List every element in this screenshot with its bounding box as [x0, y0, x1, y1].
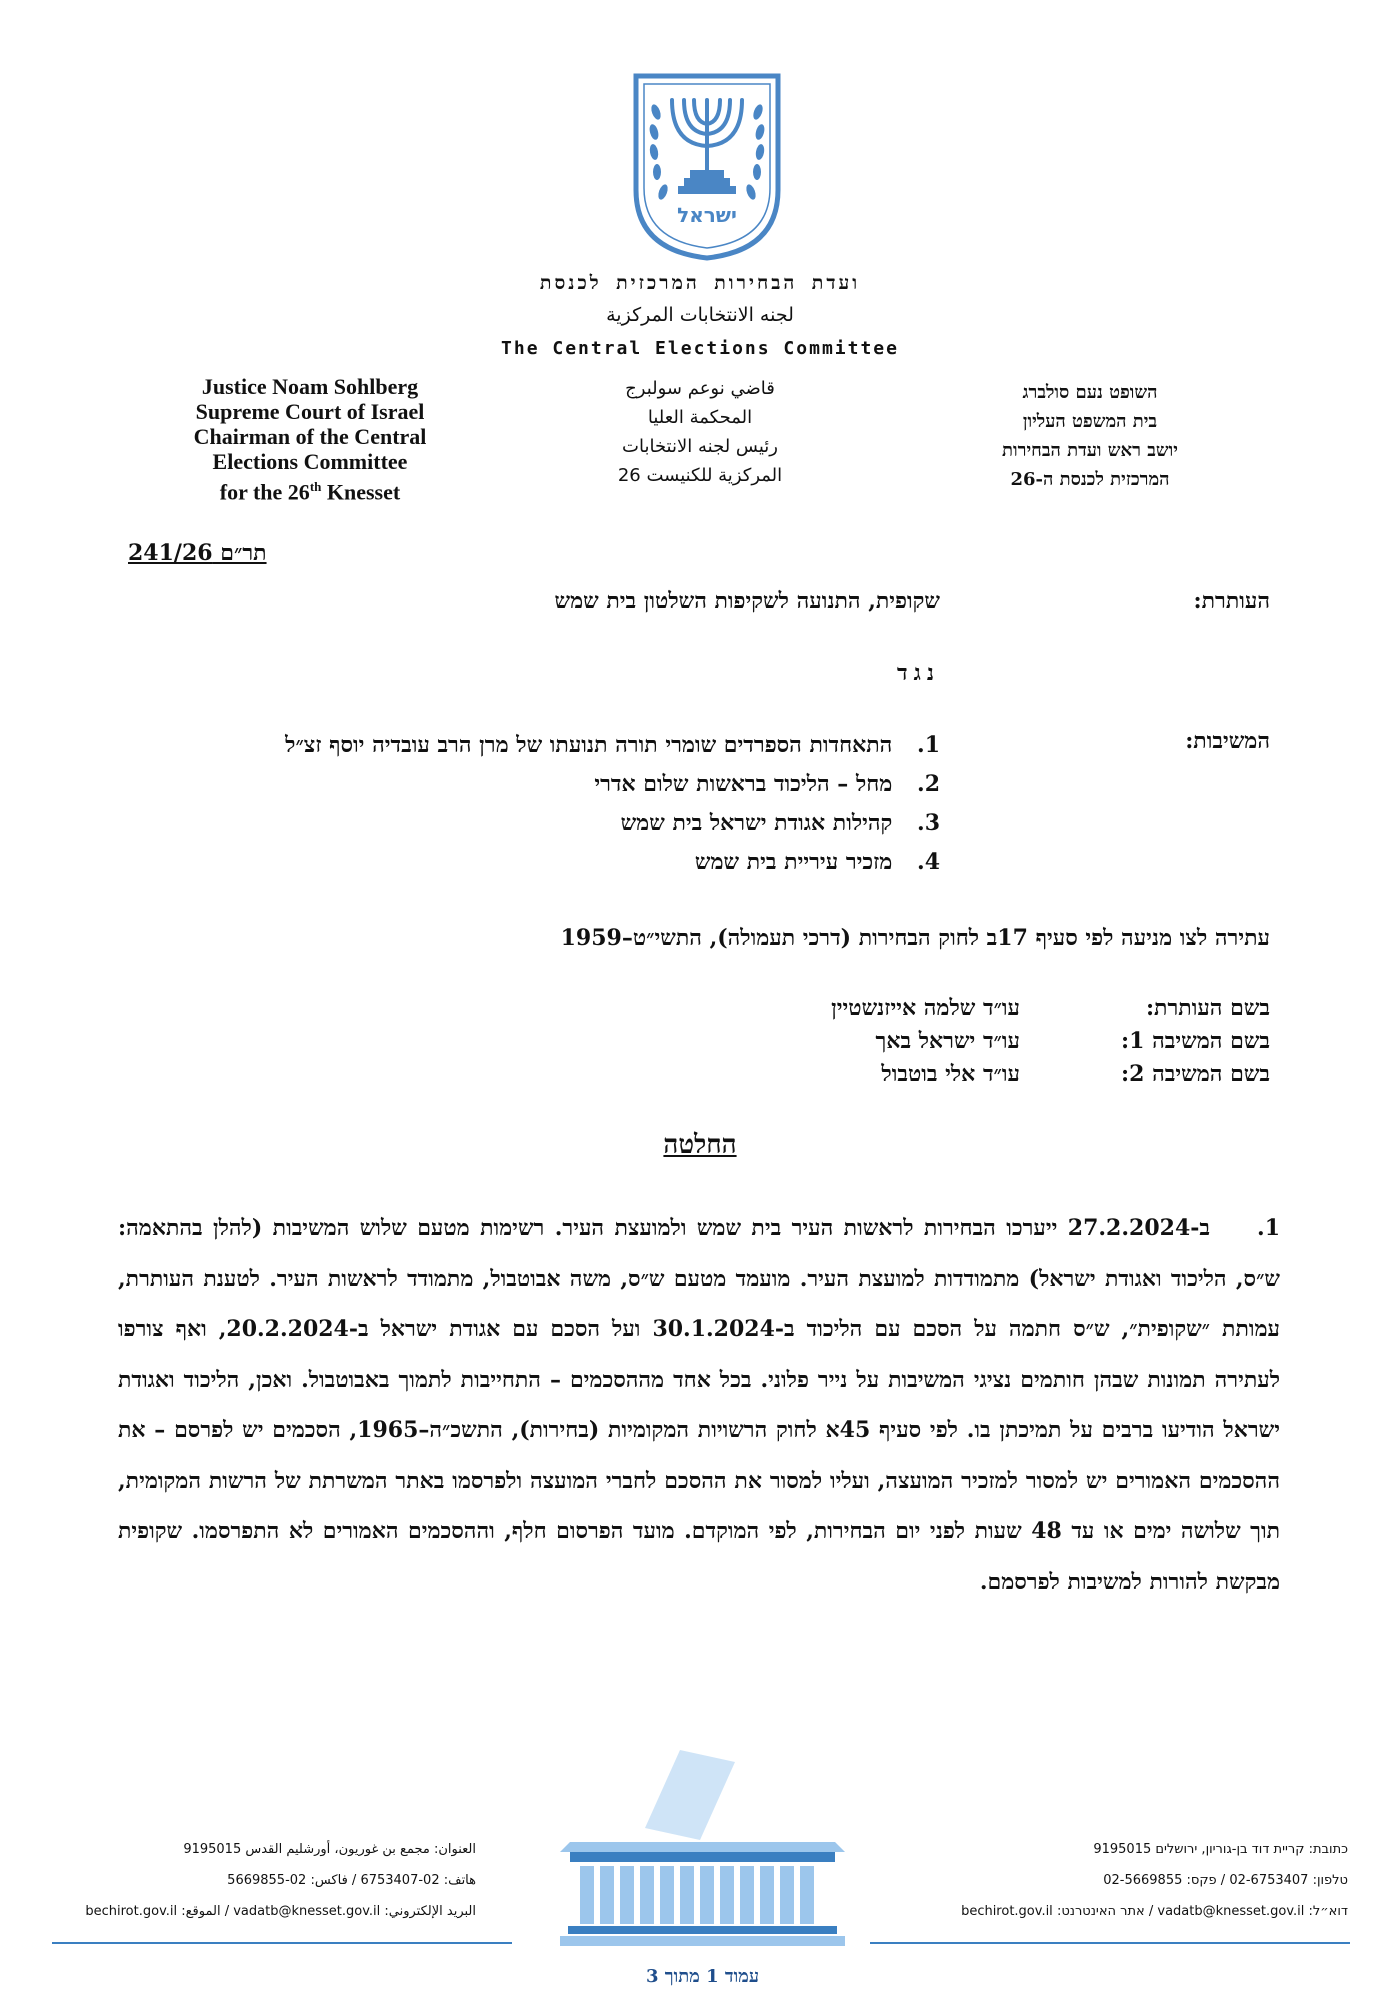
counsel-label: בשם המשיבה 1:: [1121, 1028, 1270, 1054]
judge-ar-line: المحكمة العليا: [647, 407, 753, 428]
judge-he-line: יושב ראש ועדת הבחירות: [1002, 440, 1178, 461]
counsel-label: בשם העותרת:: [1145, 995, 1270, 1021]
committee-name-hebrew: ועדת הבחירות המרכזית לכנסת: [539, 272, 861, 294]
counsel-name: עו״ד ישראל באך: [875, 1028, 1020, 1054]
judge-ar-line: قاضي نوعم سولبرج: [625, 378, 775, 399]
respondent-number: 2.: [917, 771, 940, 797]
judge-en-line: Elections Committee: [212, 449, 408, 474]
respondent-name: קהילות אגודת ישראל בית שמש: [620, 810, 893, 836]
judge-en-knesset-pre: for the 26: [219, 479, 310, 505]
judge-he-line: בית המשפט העליון: [1022, 411, 1158, 432]
ballot-box-icon: [560, 1750, 845, 1955]
counsel-name: עו״ד אלי בוטבול: [881, 1061, 1020, 1087]
judge-en-knesset-post: Knesset: [321, 479, 401, 505]
judge-title-arabic: [560, 374, 840, 490]
respondent-number: 3.: [917, 810, 940, 836]
footer-address: כתובת: קריית דוד בן-גוריון, ירושלים 9195015: [1093, 1842, 1348, 1857]
judge-title-hebrew: [935, 378, 1245, 494]
decision-title: החלטה: [663, 1130, 737, 1160]
judge-en-line: Chairman of the Central: [193, 424, 427, 449]
versus-label: נגד: [897, 660, 940, 686]
counsel-label: בשם המשיבה 2:: [1121, 1061, 1270, 1087]
footer-divider-left: [52, 1942, 512, 1944]
footer-divider-right: [870, 1942, 1350, 1944]
respondent-item: [40, 732, 940, 771]
respondent-item: [40, 849, 940, 888]
decision-paragraph: [118, 1203, 1280, 1607]
judge-en-line: [150, 474, 470, 504]
footer-contact-arabic: [56, 1834, 476, 1927]
respondent-item: [40, 771, 940, 810]
counsel-name: עו״ד שלמה אייזנשטיין: [831, 995, 1020, 1021]
judge-title-english: [150, 374, 470, 504]
respondent-name: מחל – הליכוד בראשות שלום אדרי: [594, 771, 893, 797]
footer-phone: هاتف: 02-6753407 / فاكس: 02-5669855: [227, 1873, 476, 1888]
respondents-list: [40, 732, 940, 888]
respondent-number: 4.: [917, 849, 940, 875]
paragraph-text: ב-27.2.2024 ייערכו הבחירות לראשות העיר בית שמש ולמועצת העיר. רשימות מטעם שלוש המשיבות (להלן בהתאמה: ש״ס, הליכוד ואגודת ישראל) מתמודדות למועצת העיר. מועמד מטעם ש״ס, משה אבוטבול, מתמודד לראשות העיר. לטענת העותרת, עמותת ״שקופית״, ש״ס חתמה על הסכם עם הליכוד ב-30.1.2024 ועל הסכם עם אגודת ישראל ב-20.2.2024, ואף צורפו לעתירה תמונות שבהן חותמים נציגי המשיבות על נייר פלוני. בכל אחד מההסכמים – התחייבות לתמוך באבוטבול. ואכן, הליכוד ואגודת ישראל הודיעו ברבים על תמיכתן בו. לפי סעיף 45א לחוק הרשויות המקומיות (בחירות), התשכ״ה–1965, הסכמים יש לפרסם – את ההסכמים האמורים יש למסור למזכיר המועצה, ועליו למסור את ההסכם לחברי המועצה ולפרסמו באתר המשרתת של הרשות המקומית, תוך שלושה ימים או עד 48 שעות לפני יום הבחירות, לפי המוקדם. מועד הפרסום חלף, וההסכמים האמורים לא התפרסמו. שקופית מבקשת להורות למשיבות לפרסמם.: [118, 1215, 1281, 1595]
judge-en-line: Justice Noam Sohlberg: [201, 374, 419, 399]
footer-phone: טלפון: 02-6753407 / פקס: 02-5669855: [1103, 1873, 1348, 1888]
judge-he-line: המרכזית לכנסת ה-26: [1010, 469, 1170, 490]
judge-en-line: Supreme Court of Israel: [195, 399, 425, 424]
emblem-text: ישראל: [677, 203, 737, 227]
case-number: תר״ם 241/26: [128, 540, 267, 566]
judge-he-line: השופט נעם סולברג: [1022, 382, 1158, 403]
state-emblem-icon: [632, 72, 782, 262]
committee-name-arabic: لجنه الانتخابات المركزية: [606, 304, 794, 326]
footer-web: البريد الإلكتروني: vadatb@knesset.gov.il / الموقع: bechirot.gov.il: [85, 1904, 476, 1919]
counsel-row: [700, 1028, 1270, 1061]
respondent-number: 1.: [917, 732, 940, 758]
judge-ar-line: المركزية للكنيست 26: [617, 465, 783, 486]
judge-ar-line: رئيس لجنه الانتخابات: [622, 436, 778, 457]
page-number: עמוד 1 מתוך 3: [645, 1966, 760, 1987]
counsel-row: [700, 1061, 1270, 1094]
respondent-name: התאחדות הספרדים שומרי תורה תנועתו של מרן הרב עובדיה יוסף זצ״ל: [285, 732, 893, 758]
respondent-name: מזכיר עיריית בית שמש: [694, 849, 893, 875]
respondents-label: המשיבות:: [1185, 728, 1270, 754]
petitioner-name: שקופית, התנועה לשקיפות השלטון בית שמש: [554, 588, 940, 614]
footer-web: דוא״ל: vadatb@knesset.gov.il / אתר האינטרנט: bechirot.gov.il: [961, 1904, 1348, 1919]
footer-address: العنوان: مجمع بن غوريون، أورشليم القدس 9195015: [183, 1842, 476, 1857]
respondent-item: [40, 810, 940, 849]
petitioner-label: העותרת:: [1193, 588, 1270, 614]
counsel-row: [700, 995, 1270, 1028]
footer-contact-hebrew: [928, 1834, 1348, 1927]
judge-en-knesset-sup: th: [309, 479, 322, 494]
petition-type: עתירה לצו מניעה לפי סעיף 17ב לחוק הבחירות (דרכי תעמולה), התשי״ט–1959: [560, 925, 1270, 951]
committee-name-english: The Central Elections Committee: [501, 338, 899, 359]
paragraph-number: 1.: [1257, 1215, 1280, 1241]
